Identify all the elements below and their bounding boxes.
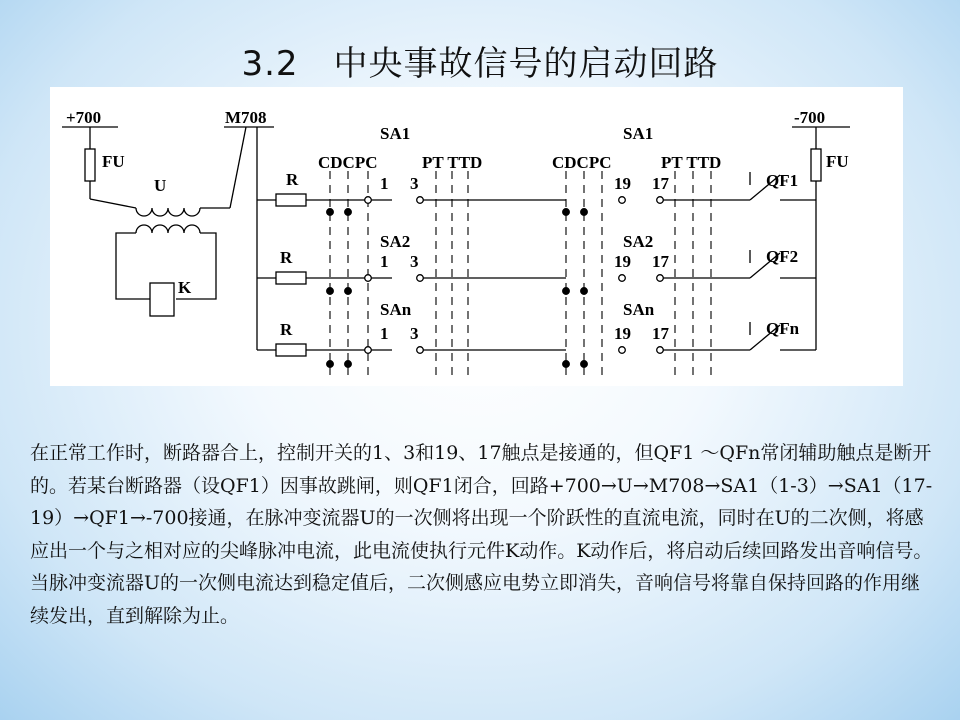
explanation-paragraph: 在正常工作时，断路器合上，控制开关的1、3和19、17触点是接通的，但QF1 ～QFn常闭辅助触点是断开的。若某台断路器（设QF1）因事故跳闸，则QF1闭合，回路+700→U→M708→SA1（1-3）→SA1（17-19）→QF1→-700接通，在脉冲变流器U的一次侧将出现一个阶跃性的直流电流，同时在U的二次侧，将感应出一个与之相对应的尖峰脉冲电流，此电流使执行元件K动作。K动作后，将启动后续回路发出音响信号。当脉冲变流器U的一次侧电流达到稳定值后，二次侧感应电势立即消失，音响信号将靠自保持回路的作用继续发出，直到解除为止。 xyxy=(30,442,933,627)
circuit-row-2 xyxy=(257,232,816,294)
terminal-circle xyxy=(417,275,424,282)
terminal-circle xyxy=(619,197,626,204)
fuse-right-label: FU xyxy=(826,152,849,171)
contact-dot xyxy=(327,209,334,216)
contact-dot xyxy=(581,361,588,368)
switch-label-left: SAn xyxy=(380,300,412,319)
contact-group-label-left-1: CDCPC xyxy=(318,153,378,172)
transformer-primary-coil xyxy=(136,208,200,216)
terminal-d: 17 xyxy=(652,324,669,343)
terminal-circle xyxy=(619,275,626,282)
fuse-left xyxy=(85,149,95,181)
terminal-circle xyxy=(417,347,424,354)
terminal-circle xyxy=(365,275,372,282)
terminal-circle xyxy=(657,275,664,282)
terminal-d: 17 xyxy=(652,252,669,271)
switch-label-left: SA2 xyxy=(380,232,411,251)
terminal-a: 1 xyxy=(380,174,389,193)
breaker-label: QF1 xyxy=(766,171,799,190)
terminal-c: 19 xyxy=(614,174,631,193)
resistor xyxy=(276,194,306,206)
contact-group-label-left-2: CDCPC xyxy=(552,153,612,172)
terminal-c: 19 xyxy=(614,252,631,271)
contact-dot xyxy=(581,288,588,295)
resistor xyxy=(276,272,306,284)
terminal-circle xyxy=(619,347,626,354)
contact-dot xyxy=(345,209,352,216)
contact-dot xyxy=(563,288,570,295)
neg-bus-label: -700 xyxy=(794,108,826,127)
switch-label-right: SAn xyxy=(623,300,655,319)
terminal-c: 19 xyxy=(614,324,631,343)
circuit-diagram xyxy=(50,87,903,386)
slide-title: 3.2 中央事故信号的启动回路 xyxy=(241,44,719,84)
fuse-right xyxy=(811,149,821,181)
terminal-circle xyxy=(417,197,424,204)
switch-label-left: SA1 xyxy=(380,124,411,143)
contact-group-label-right-2: PT TTD xyxy=(661,153,722,172)
resistor xyxy=(276,344,306,356)
terminal-circle xyxy=(365,347,372,354)
terminal-circle xyxy=(657,347,664,354)
transformer-label: U xyxy=(154,176,167,195)
contact-dot xyxy=(345,361,352,368)
resistor-label: R xyxy=(286,170,299,189)
switch-label-right: SA2 xyxy=(623,232,654,251)
terminal-b: 3 xyxy=(410,174,419,193)
terminal-circle xyxy=(365,197,372,204)
circuit-row-n xyxy=(257,300,816,367)
breaker-label: QFn xyxy=(766,319,800,338)
terminal-a: 1 xyxy=(380,252,389,271)
resistor-label: R xyxy=(280,248,293,267)
terminal-a: 1 xyxy=(380,324,389,343)
contact-dot xyxy=(563,209,570,216)
fuse-left-label: FU xyxy=(102,152,125,171)
transformer-secondary-coil xyxy=(136,225,200,233)
relay-k-coil xyxy=(150,283,174,316)
terminal-d: 17 xyxy=(652,174,669,193)
switch-label-right: SA1 xyxy=(623,124,654,143)
pos-bus-label: +700 xyxy=(66,108,102,127)
relay-k-label: K xyxy=(178,278,192,297)
contact-dot xyxy=(327,361,334,368)
contact-dot xyxy=(581,209,588,216)
breaker-label: QF2 xyxy=(766,247,799,266)
resistor-label: R xyxy=(280,320,293,339)
terminal-b: 3 xyxy=(410,252,419,271)
contact-dot xyxy=(327,288,334,295)
contact-dot xyxy=(563,361,570,368)
terminal-circle xyxy=(657,197,664,204)
terminal-b: 3 xyxy=(410,324,419,343)
contact-dot xyxy=(345,288,352,295)
contact-group-label-right-1: PT TTD xyxy=(422,153,483,172)
m-bus-label: M708 xyxy=(225,108,267,127)
